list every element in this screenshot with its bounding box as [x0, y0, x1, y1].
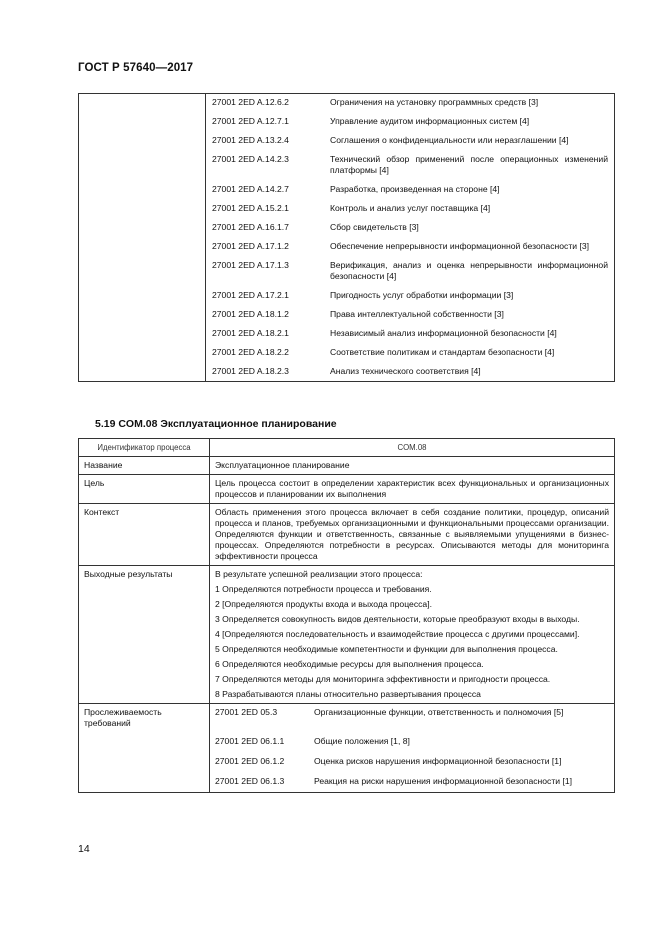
output-item: 1 Определяются потребности процесса и требования. — [215, 584, 432, 594]
process-description-table — [78, 438, 615, 793]
table-row — [79, 457, 615, 475]
trace-row: 27001 2ED 06.1.1 Общие положения [1, 8] — [215, 736, 410, 746]
name-label: Название — [79, 457, 210, 475]
output-item: 3 Определяется совокупность видов деятельности, которые преобразуют входы в выходы. — [215, 614, 580, 624]
output-item: В результате успешной реализации этого процесса: — [215, 569, 423, 579]
output-item: 6 Определяются необходимые ресурсы для выполнения процесса. — [215, 659, 484, 669]
context-value: Область применения этого процесса включает в себя создание политики, процедур, описаний процесса и планов, требуемых организационными и функциональными процессами организации. Определяются функции и ответственность, связанные с выявляемыми упущениями в бизнес-процессах. Определяются потребности в ресурсах. Описываются методы для мониторинга эффективности процесса — [210, 504, 615, 566]
trace-row: 27001 2ED 05.3 Организационные функции, ответственность и полномочия [5] — [215, 707, 564, 717]
output-item: 4 [Определяются последовательность и взаимодействие процесса с другими процессами]. — [215, 629, 580, 639]
traceability-label: Прослеживаемость требований — [79, 704, 210, 793]
table-row — [79, 704, 615, 793]
ref-row: 27001 2ED A.17.2.1 Пригодность услуг обработки информации [3] — [212, 290, 514, 300]
ref-row: 27001 2ED A.15.2.1 Контроль и анализ услуг поставщика [4] — [212, 203, 491, 213]
ref-row: 27001 2ED A.18.2.2 Соответствие политикам и стандартам безопасности [4] — [212, 347, 555, 357]
table-row — [79, 475, 615, 504]
name-value: Эксплуатационное планирование — [210, 457, 615, 475]
ref-row: 27001 2ED A.18.2.3 Анализ технического соответствия [4] — [212, 366, 481, 376]
goal-value: Цель процесса состоит в определении характеристик всех функциональных и организационных процессов и планировании их выполнения — [210, 475, 615, 504]
requirements-continuation-table — [78, 93, 615, 382]
ref-row: 27001 2ED A.17.1.3 Верификация, анализ и оценка непрерывности информационной безопасности [4] — [212, 260, 608, 281]
ref-row: 27001 2ED A.16.1.7 Сбор свидетельств [3] — [212, 222, 419, 232]
table-row — [79, 439, 615, 457]
empty-label-cell — [79, 94, 206, 382]
ref-row: 27001 2ED A.18.2.1 Независимый анализ информационной безопасности [4] — [212, 328, 557, 338]
section-heading: 5.19 COM.08 Эксплуатационное планирование — [95, 418, 337, 430]
output-item: 8 Разрабатываются планы относительно развертывания процесса — [215, 689, 481, 699]
references-cell — [206, 94, 615, 382]
ref-row: 27001 2ED A.17.1.2 Обеспечение непрерывности информационной безопасности [3] — [212, 241, 590, 251]
table-row — [79, 504, 615, 566]
goal-label: Цель — [79, 475, 210, 504]
output-item: 7 Определяются методы для мониторинга эффективности и пригодности процесса. — [215, 674, 551, 684]
trace-row: 27001 2ED 06.1.3 Реакция на риски нарушения информационной безопасности [1] — [215, 776, 573, 786]
ref-row: 27001 2ED A.14.2.3 Технический обзор применений после операционных изменений платформы [4] — [212, 154, 608, 175]
ref-row: 27001 2ED A.12.7.1 Управление аудитом информационных систем [4] — [212, 116, 530, 126]
table-row — [79, 566, 615, 704]
outputs-label: Выходные результаты — [79, 566, 210, 704]
output-item: 2 [Определяются продукты входа и выхода процесса]. — [215, 599, 432, 609]
outputs-cell — [210, 566, 615, 704]
process-id-label: Идентификатор процесса — [79, 439, 210, 457]
trace-row: 27001 2ED 06.1.2 Оценка рисков нарушения информационной безопасности [1] — [215, 756, 562, 766]
page-number: 14 — [78, 843, 90, 855]
ref-row: 27001 2ED A.18.1.2 Права интеллектуальной собственности [3] — [212, 309, 504, 319]
process-id-value: COM.08 — [210, 439, 615, 457]
document-header: ГОСТ Р 57640—2017 — [78, 62, 194, 74]
ref-row: 27001 2ED A.12.6.2 Ограничения на установку программных средств [3] — [212, 97, 539, 107]
context-label: Контекст — [79, 504, 210, 566]
ref-row: 27001 2ED A.13.2.4 Соглашения о конфиденциальности или неразглашении [4] — [212, 135, 569, 145]
traceability-cell — [210, 704, 615, 793]
output-item: 5 Определяются необходимые компетентности и функции для выполнения процесса. — [215, 644, 558, 654]
ref-row: 27001 2ED A.14.2.7 Разработка, произведенная на стороне [4] — [212, 184, 500, 194]
